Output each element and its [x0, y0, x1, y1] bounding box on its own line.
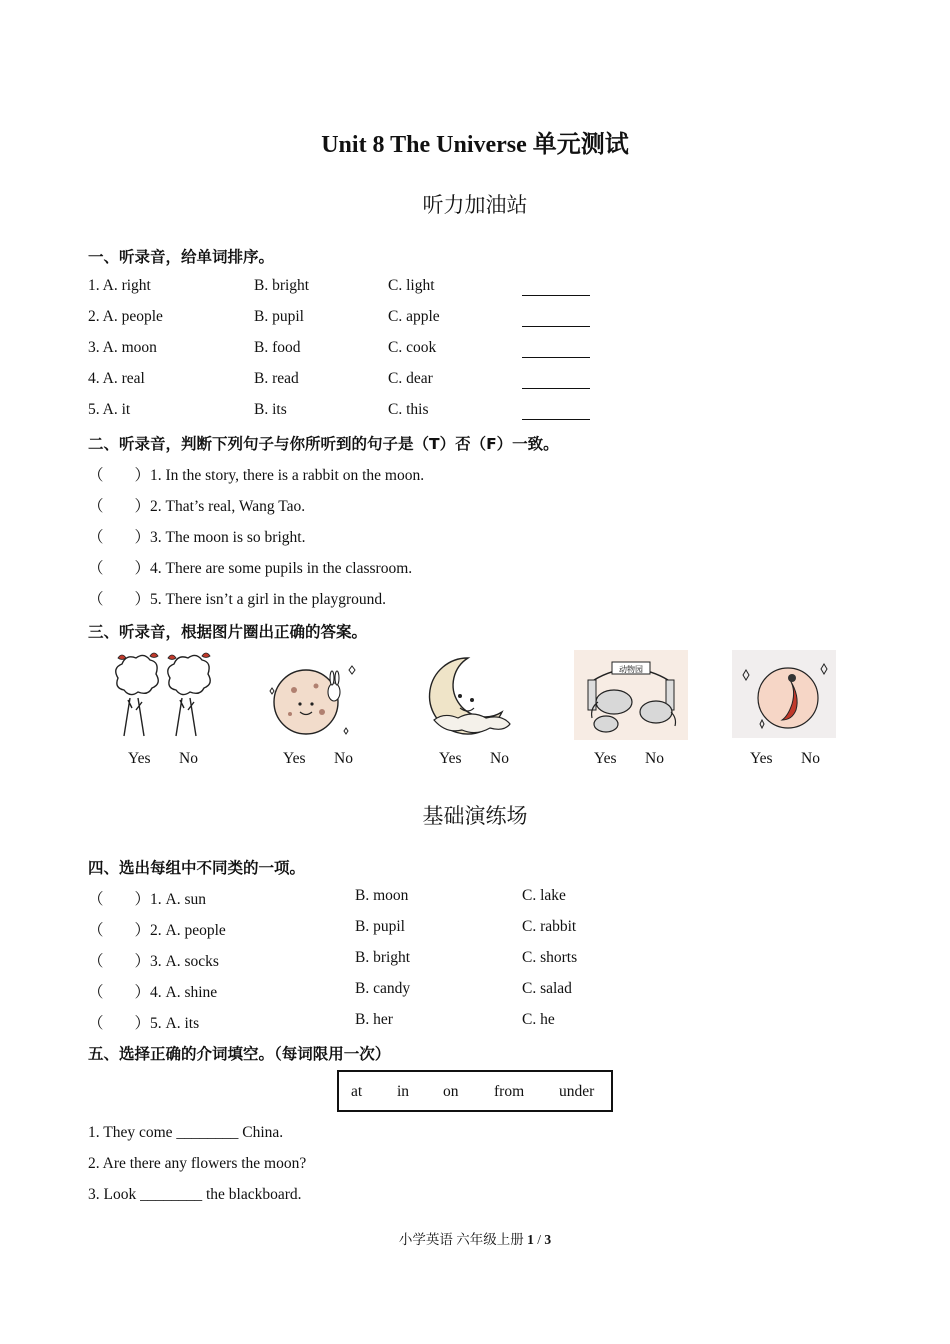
list-item: 1. They come ________ China.	[88, 1124, 284, 1141]
crescent-moon-picture	[424, 650, 524, 740]
page-separator: /	[533, 1232, 545, 1247]
page-footer	[0, 1228, 950, 1248]
moon-with-rabbit-picture	[266, 652, 366, 740]
section4-heading: 四、选出每组中不同类的一项。	[88, 859, 306, 877]
answer-paren[interactable]: （ ）	[88, 560, 151, 577]
no-option[interactable]: No	[645, 750, 664, 767]
answer-blank[interactable]	[522, 407, 590, 420]
answer-paren[interactable]: （ ）	[88, 467, 151, 484]
part-heading-listening: 听力加油站	[422, 193, 528, 217]
list-item: （ ）1. In the story, there is a rabbit on the moon.	[88, 467, 425, 484]
answer-paren[interactable]: （ ）	[88, 984, 151, 1001]
list-item: （ ）3. The moon is so bright.	[88, 529, 306, 546]
page-number: 1	[527, 1232, 534, 1247]
answer-paren[interactable]: （ ）	[88, 891, 151, 908]
answer-paren[interactable]: （ ）	[88, 922, 151, 939]
answer-paren[interactable]: （ ）	[88, 591, 151, 608]
word-bank-word: in	[397, 1083, 410, 1100]
list-item: （ ）2. That’s real, Wang Tao.	[88, 498, 306, 515]
word-bank-box	[337, 1070, 613, 1112]
page-total: 3	[544, 1232, 552, 1247]
word-bank-word: at	[351, 1083, 363, 1100]
part-heading-basics: 基础演练场	[422, 804, 528, 828]
section3-heading: 三、听录音，根据图片圈出正确的答案。	[88, 623, 368, 641]
yes-option[interactable]: Yes	[128, 750, 151, 767]
list-item: 3. Look ________ the blackboard.	[88, 1186, 302, 1203]
list-item: 2. Are there any flowers the moon?	[88, 1155, 307, 1172]
word-bank-word: on	[443, 1083, 459, 1100]
yes-option[interactable]: Yes	[439, 750, 462, 767]
document-title: Unit 8 The Universe 单元测试	[321, 132, 629, 158]
yes-option[interactable]: Yes	[750, 750, 773, 767]
no-option[interactable]: No	[801, 750, 820, 767]
trees-with-birds-picture	[108, 650, 218, 740]
footer-text: 小学英语 六年级上册	[398, 1232, 528, 1247]
word-bank-word: under	[559, 1083, 595, 1100]
no-option[interactable]: No	[179, 750, 198, 767]
section5-heading: 五、选择正确的介词填空。（每词限用一次）	[88, 1045, 391, 1063]
list-item: （ ）4. There are some pupils in the classroom.	[88, 560, 413, 577]
answer-paren[interactable]: （ ）	[88, 498, 151, 515]
section1-heading: 一、听录音，给单词排序。	[88, 248, 275, 266]
no-option[interactable]: No	[490, 750, 509, 767]
yes-option[interactable]: Yes	[594, 750, 617, 767]
word-bank-word: from	[494, 1083, 525, 1100]
answer-paren[interactable]: （ ）	[88, 529, 151, 546]
answer-blank[interactable]	[522, 314, 590, 327]
answer-paren[interactable]: （ ）	[88, 953, 151, 970]
answer-blank[interactable]	[522, 376, 590, 389]
list-item: （ ）5. There isn’t a girl in the playground.	[88, 591, 387, 608]
section2-heading: 二、听录音，判断下列句子与你所听到的句子是（T）否（F）一致。	[88, 435, 559, 453]
no-option[interactable]: No	[334, 750, 353, 767]
answer-paren[interactable]: （ ）	[88, 1015, 151, 1032]
answer-blank[interactable]	[522, 345, 590, 358]
answer-blank[interactable]	[522, 283, 590, 296]
moon-with-fairy-picture	[732, 650, 836, 738]
yes-option[interactable]: Yes	[283, 750, 306, 767]
zoo-elephants-picture	[574, 650, 688, 740]
zoo-sign-text: 动物园	[619, 665, 643, 674]
